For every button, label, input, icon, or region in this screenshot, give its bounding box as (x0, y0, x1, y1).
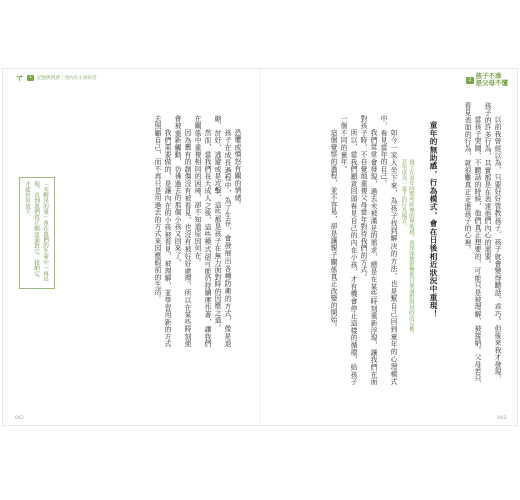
paragraph: 孩子在成長過程中，為了生存，會發展出各種防衛的方式，像是退縮、討好、逃避或是攻擊，這些都是孩子在無力面對時的因應之道。 (213, 115, 231, 347)
paragraph: 以前我曾經以為，只要好好管教孩子，孩子就會變得聽話、乖巧。但後來我才發現，孩子的許多行為，其實都是在表達他們內心的需要。 (483, 102, 501, 382)
paragraph: 然而，當我們長大成人之後，這些模式卻可能仍持續運作著，讓我們在關係中重複相同的困境，卻不知道原因何在。 (193, 115, 211, 347)
paragraph: 我們需要做的，是讓內在的小孩被看見、被理解，並學習用新的方式去照顧自己，而不再只是用過去的方式來因應眼前的生活。 (153, 115, 171, 347)
paragraph: 這個覺察的過程，並不容易，卻是讓親子關係真正改變的開始。 (329, 128, 337, 331)
book-title-line2: 是父母不懂 (475, 79, 508, 87)
page-number-left: 042 (15, 416, 24, 421)
left-running-header (15, 74, 97, 82)
book-spread (2, 68, 518, 426)
left-page (3, 69, 260, 425)
paragraph: 所以，當我們願意回頭看見自己的內在小孩，才有機會停止這樣的循環，給孩子一個不同的童年。 (339, 115, 357, 385)
pull-quote: 「未解決的事」會在我們的生命中一再出現，直到我們真正願意面對它、接納它，才能好好放下。 (24, 181, 48, 282)
section-badge: 2 (468, 77, 472, 83)
left-header-title: 記憶與情感｜我內在小孩的苦 (36, 76, 97, 81)
paragraph: 我們常常會發現，過去未被滿足的需求，總是在某些時刻重新浮現，讓我們在面對孩子時，不自覺地重複父母當年對待我們的方式。 (359, 115, 377, 385)
right-intro-text (450, 102, 502, 382)
right-page (261, 69, 518, 425)
right-body-text (282, 115, 398, 385)
highlight-text: 孩子在童年時期所經歷的無助感，會深深地影響他日後面對困境時的反應，甚至成為一輩子的行為模式。 (400, 159, 414, 338)
paragraph: 當孩子哭鬧、不聽話的時候，他們真正想要的，可能只是被理解、被接納。父母若只看見表面的行為，就很難真正走進孩子的心裡。 (463, 102, 481, 382)
page-number-right: 043 (497, 416, 506, 421)
paragraph: 因為舊有的創傷沒有被看見，也沒有被好好處理，所以在某些時刻便會被重新觸動，彷彿過去的那個小孩又回來了。 (173, 115, 191, 347)
sprout-icon (15, 74, 24, 82)
section-heading: 童年的無助感，行為模式，會在日後相近狀況中重現！ (429, 121, 438, 318)
left-body-text (94, 115, 242, 347)
chapter-number: 1 (29, 75, 32, 80)
paragraph: 恐懼或憤怒有關的情緒。 (233, 128, 241, 208)
book-title-line1: 孩子不乖 (475, 72, 502, 80)
pull-quote-box (19, 177, 55, 289)
paragraph: 如今一家人坐下來，為孩子找到解決的方法，也是幫自己回到童年的心理模式中，看見當年的自己。 (379, 115, 397, 385)
right-running-header (466, 73, 508, 87)
